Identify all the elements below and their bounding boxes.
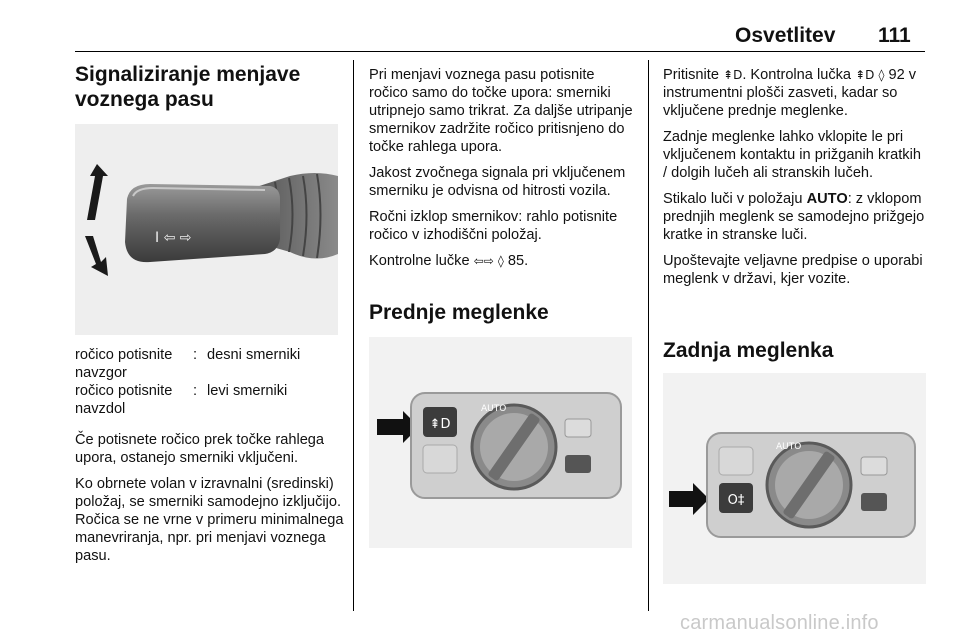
left-body-text xyxy=(75,431,345,573)
column-divider-1 xyxy=(353,60,354,611)
paragraph: Jakost zvočnega signala pri vključenem smerniku je odvisna od hitrosti vozila. xyxy=(369,165,626,199)
heading-text: Prednje meglenke xyxy=(369,301,549,324)
figure-front-fog-switch xyxy=(369,337,632,548)
rear-fog-illustration xyxy=(663,373,926,584)
ref-page: 85. xyxy=(507,253,529,269)
paragraph: Upoštevajte veljavne predpise o uporabi meglenk v državi, kjer vozite. xyxy=(663,253,923,287)
auto-label: AUTO xyxy=(776,442,802,452)
definition-term: ročico potisnite navzdol xyxy=(75,383,173,417)
paragraph: Zadnje meglenke lahko vklopite le pri vključenem kontaktu in prižganih kratkih / dolgih lučeh ali stranskih lučeh. xyxy=(663,129,921,181)
rear-fog-button xyxy=(423,445,457,473)
left-column xyxy=(75,62,340,112)
page-ref-arrow-icon: ◊ xyxy=(497,254,504,268)
header-title: Osvetlitev xyxy=(735,24,836,47)
paragraph: Ko obrnete volan v izravnalni (sredinski) položaj, se smerniki samodejno izključijo. Ročica se ne vrne v primeru minimalnega manevriranja, npr. pri menjavi voznega pasu. xyxy=(75,476,344,564)
paragraph xyxy=(663,190,928,244)
text: : z vklopom prednjih meglenk se samodejno prižgejo kratke in stranske luči. xyxy=(663,191,925,243)
section-heading-lane-change: Signaliziranje menjave voznega pasu xyxy=(75,63,301,111)
ref-text: Kontrolne lučke xyxy=(369,253,470,269)
text: . Kontrolna lučka xyxy=(742,67,852,83)
paragraph: Pri menjavi voznega pasu potisnite ročico samo do točke upora: smerniki utripnejo samo trikrat. Za daljše utripanje smernikov zadržite ročico pritisnjeno do točke rahlega upora. xyxy=(369,67,633,155)
definition-desc: levi smerniki xyxy=(207,383,288,399)
middle-column xyxy=(369,66,637,278)
stalk-label: I ⇦ ⇨ xyxy=(155,230,192,246)
front-fog-illustration xyxy=(369,337,632,548)
figure-rear-fog-switch xyxy=(663,373,926,584)
paragraph: Ročni izklop smernikov: rahlo potisnite ročico v izhodiščni položaj. xyxy=(369,209,618,243)
svg-text:O‡: O‡ xyxy=(727,493,745,508)
right-column xyxy=(663,66,928,296)
heading-text: Zadnja meglenka xyxy=(663,339,834,362)
auto-label: AUTO xyxy=(481,404,507,414)
definition-row-down xyxy=(75,382,345,418)
paragraph xyxy=(663,66,928,120)
definition-separator: : xyxy=(193,383,198,399)
stalk-body xyxy=(125,184,280,262)
column-divider-2 xyxy=(648,60,649,611)
header-rule xyxy=(75,51,925,52)
side-button-lower xyxy=(861,493,887,511)
paragraph: Če potisnete ročico prek točke rahlega upora, ostanejo smerniki vključeni. xyxy=(75,432,325,466)
definition-list xyxy=(75,346,345,418)
page-ref-arrow-icon: ◊ xyxy=(878,68,885,82)
definition-desc: desni smerniki xyxy=(207,347,301,363)
front-fog-icon: ⇞D xyxy=(723,68,743,82)
stalk-illustration xyxy=(75,124,338,335)
watermark: carmanualsonline.info xyxy=(680,612,879,634)
section-heading-front-fog xyxy=(369,300,637,325)
cross-reference xyxy=(369,252,637,270)
definition-row-up xyxy=(75,346,345,382)
figure-turn-signal-stalk xyxy=(75,124,338,335)
definition-term: ročico potisnite navzgor xyxy=(75,347,173,381)
text: Pritisnite xyxy=(663,67,719,83)
front-fog-button xyxy=(719,447,753,475)
svg-text:⇞D: ⇞D xyxy=(429,417,451,432)
page-number: 111 xyxy=(878,24,911,47)
side-button-upper xyxy=(565,419,591,437)
section-heading-rear-fog xyxy=(663,338,928,363)
turn-signal-icon: ⇦⇨ xyxy=(473,254,494,268)
front-fog-indicator-icon: ⇞D xyxy=(855,68,875,82)
definition-separator: : xyxy=(193,347,198,363)
text: 92 v instrumentni plošči zasveti, kadar so vključene prednje meglenke. xyxy=(663,67,917,119)
side-button-lower xyxy=(565,455,591,473)
side-button-upper xyxy=(861,457,887,475)
text: Stikalo luči v položaju xyxy=(663,191,803,207)
auto-label: AUTO xyxy=(806,191,848,207)
